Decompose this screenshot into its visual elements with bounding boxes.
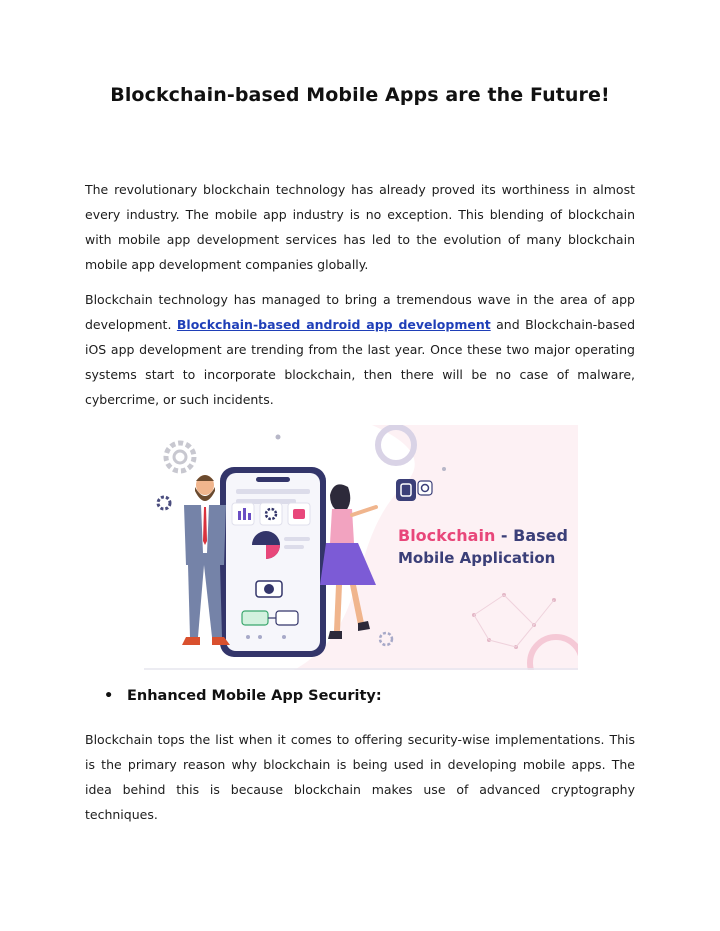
phone-illustration <box>220 467 326 657</box>
android-development-link[interactable]: Blockchain-based android app development <box>176 317 491 332</box>
bullet-marker: • <box>104 688 114 704</box>
page-title: Blockchain-based Mobile Apps are the Future! <box>110 84 610 106</box>
development-paragraph <box>85 287 635 412</box>
paragraph-text-after-link: and Blockchain-based iOS app development are trending from the last year. Once these two major operating systems start to incorporate blockchain, then there will be no case of malware, cybercrime, or such incidents. <box>85 317 636 407</box>
intro-paragraph: The revolutionary blockchain technology has already proved its worthiness in almost every industry. The mobile app industry is no exception. This blending of blockchain with mobile app development services has led to the evolution of many blockchain mobile app development companies globally. <box>85 182 635 272</box>
security-heading-text: Enhanced Mobile App Security: <box>127 688 382 704</box>
illustration-headline-line1: Blockchain - Based <box>398 526 568 545</box>
security-heading <box>104 688 382 704</box>
illustration-headline-line2: Mobile Application <box>398 549 556 567</box>
security-paragraph: Blockchain tops the list when it comes to offering security-wise implementations. This is the primary reason why blockchain is being used in developing mobile apps. The idea behind this is because blockchain makes use of advanced cryptography techniques. <box>85 732 635 822</box>
paragraph-text-before-link: Blockchain technology has managed to bring a tremendous wave in the area of app development. <box>85 292 635 332</box>
blockchain-illustration <box>144 425 578 670</box>
